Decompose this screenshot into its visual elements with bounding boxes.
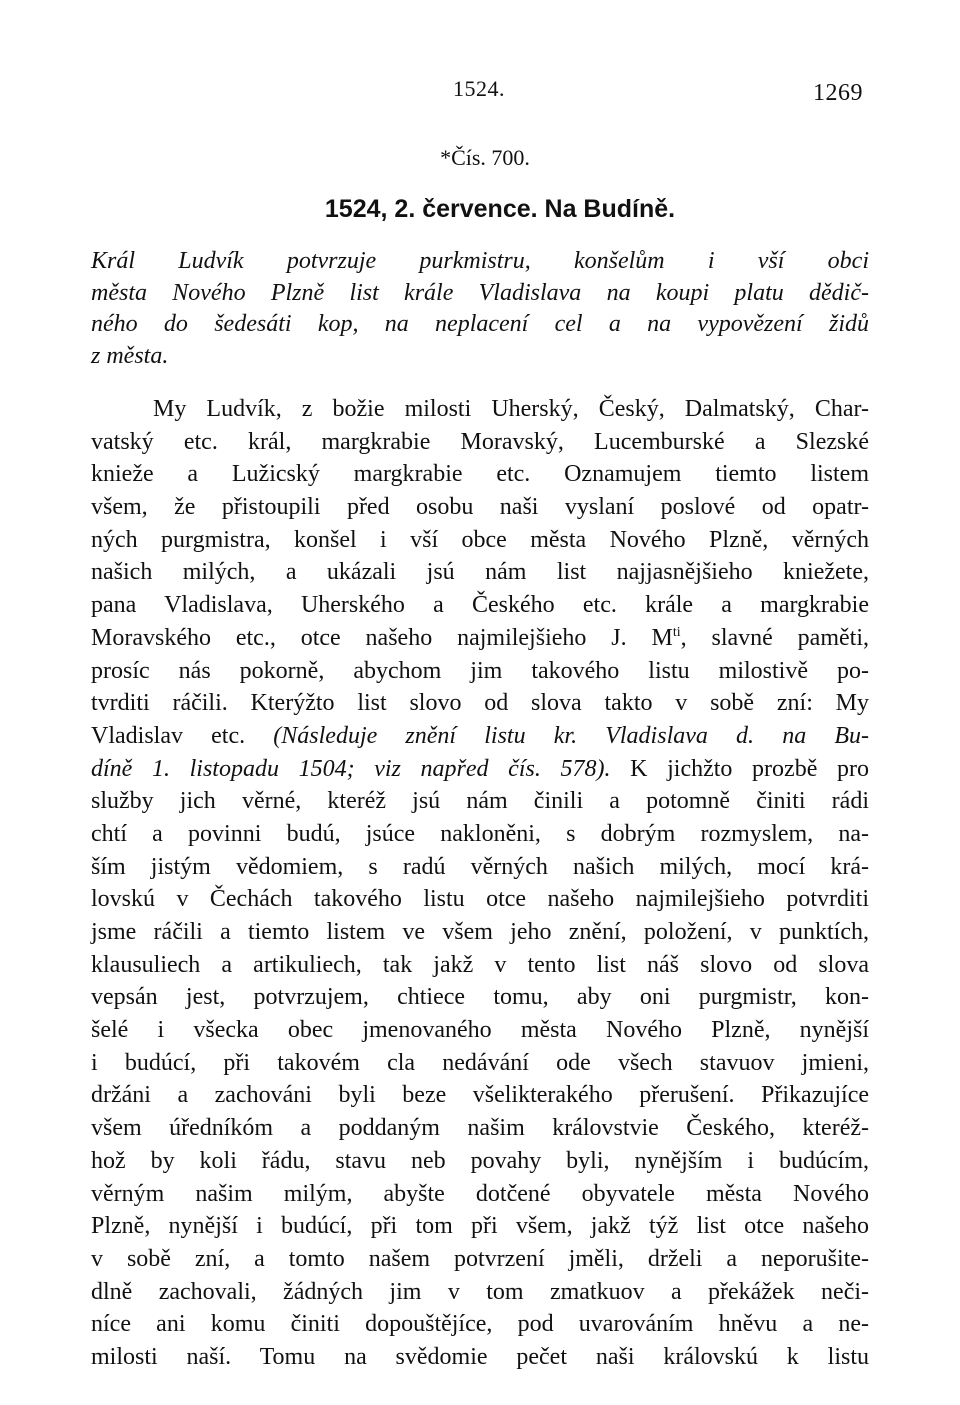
regest-line: města Nového Plzně list krále Vladislava na koupi platu dědič- <box>91 279 869 306</box>
text-line: klausuliech a artikuliech, tak jakž v tento list náš slovo od slova <box>91 951 869 978</box>
text-line: níce ani komu činiti dopouštějíce, pod uvarováním hněvu a ne- <box>91 1311 869 1338</box>
text-line <box>91 720 869 753</box>
text-line: ším jistým vědomiem, s radú věrných našich milých, mocí krá- <box>91 853 869 880</box>
text-line: ných purgmistra, konšel i vší obce města Nového Plzně, věrných <box>91 526 869 553</box>
regest-line: ného do šedesáti kop, na neplacení cel a na vypovězení židů <box>91 311 869 338</box>
text-line: věrným našim milým, abyšte dotčené obyvatele města Nového <box>91 1180 869 1207</box>
text-line: prosíc nás pokorně, abychom jim takového listu milostivě po- <box>91 657 869 684</box>
text-line: pana Vladislava, Uherského a Českého etc. krále a margkrabie <box>91 592 869 619</box>
text-line: služby jich věrné, kteréž jsú nám činili a potomně činiti rádi <box>91 788 869 815</box>
text-segment: Moravského etc., otce našeho najmilejšieho J. M <box>91 624 673 651</box>
page-number: 1269 <box>813 80 863 106</box>
text-line <box>91 753 869 786</box>
text-line: vepsán jest, potvrzujem, chtiece tomu, aby oni purgmistr, kon- <box>91 984 869 1011</box>
text-line <box>91 622 869 655</box>
text-line: šelé i všecka obec jmenovaného města Nového Plzně, nynější <box>91 1017 869 1044</box>
regest-line: z města. <box>91 343 169 370</box>
text-segment: Vladislav etc. <box>91 722 274 749</box>
regest-summary <box>91 246 869 373</box>
text-line: držáni a zachováni byli beze všelikterakého přerušení. Přikazujíce <box>91 1082 869 1109</box>
editorial-note: (Následuje znění listu kr. Vladislava d. na Bu- <box>273 722 870 749</box>
document-number: *Čís. 700. <box>440 145 530 170</box>
text-line: všem, že přistoupili před osobu naši vyslaní poslové od opatr- <box>91 494 869 521</box>
text-line: všem úředníkóm a poddaným našim královstvie Českého, kteréž- <box>91 1115 869 1142</box>
document-date-place: 1524, 2. července. Na Budíně. <box>324 195 676 223</box>
text-line: Plzně, nynější i budúcí, při tom při všem, jakž týž list otce našeho <box>91 1213 869 1240</box>
text-segment: K jichžto prozbě pro <box>610 755 869 782</box>
charter-text <box>91 393 869 1374</box>
text-line: i budúcí, při takovém cla nedávání ode všech stavuov jmieni, <box>91 1049 869 1076</box>
text-line: vatský etc. král, margkrabie Moravský, Lucemburské a Slezské <box>91 428 869 455</box>
running-header-year: 1524. <box>453 76 505 101</box>
text-line: My Ludvík, z božie milosti Uherský, Český, Dalmatský, Char- <box>153 396 869 422</box>
regest-line: Král Ludvík potvrzuje purkmistru, konšelům i vší obci <box>91 248 869 274</box>
text-line: milosti naší. Tomu na svědomie pečet naši královskú k listu <box>91 1343 869 1370</box>
superscript-abbrev: ti <box>672 624 681 640</box>
text-line: jsme ráčili a tiemto listem ve všem jeho znění, položení, v punktích, <box>91 919 869 945</box>
text-line: našich milých, a ukázali jsú nám list najjasnějšieho kniežete, <box>91 559 869 586</box>
text-line: knieže a Lužicský margkrabie etc. Oznamujem tiemto listem <box>91 461 869 488</box>
text-line: hož by koli řádu, stavu neb povahy byli, nynějším i budúcím, <box>91 1147 869 1174</box>
text-segment: , slavné paměti, <box>680 624 869 651</box>
text-line: tvrditi ráčili. Kterýžto list slovo od slova takto v sobě zní: My <box>91 690 869 717</box>
editorial-note: díně 1. listopadu 1504; viz napřed čís. 578). <box>91 755 611 782</box>
text-line: v sobě zní, a tomto našem potvrzení jměli, drželi a neporušite- <box>91 1245 869 1272</box>
text-line: dlně zachovali, žádných jim v tom zmatkuov a překážek neči- <box>91 1278 869 1305</box>
text-line: lovskú v Čechách takového listu otce našeho najmilejšieho potvrditi <box>91 886 869 913</box>
text-line: chtí a povinni budú, jsúce nakloněni, s dobrým rozmyslem, na- <box>91 820 869 847</box>
